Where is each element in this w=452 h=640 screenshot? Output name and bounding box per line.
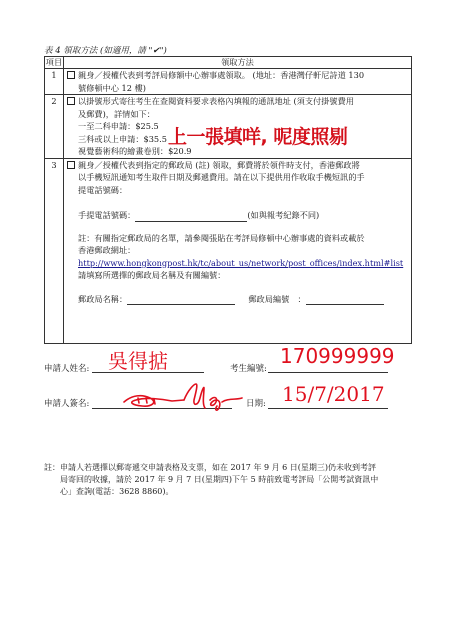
checkbox[interactable] — [67, 97, 75, 105]
fee-line: 三科或以上申請：$35.5 — [78, 133, 167, 144]
fee-line: 一至二科申請：$25.5 — [78, 121, 159, 131]
post-office-instruction: 請填寫所選擇的郵政局名稱及有關編號： — [78, 270, 226, 280]
header-item: 項目 — [45, 57, 63, 67]
post-office-code-field[interactable] — [306, 294, 384, 305]
applicant-name-value: 吳得掂 — [108, 349, 168, 373]
option-text-cont: 提電話號碼： — [78, 184, 128, 195]
post-office-list-link[interactable]: http://www.hongkongpost.hk/tc/about_us/network/post_offices/index.html#list — [78, 257, 404, 268]
post-office-name-field[interactable] — [127, 294, 235, 305]
candidate-number-field[interactable] — [268, 372, 388, 373]
checkbox[interactable] — [67, 71, 75, 79]
fee-line: 視覺藝術科的繪畫卷別：$20.9 — [78, 146, 192, 156]
option-in-person[interactable] — [64, 69, 412, 95]
row-number: 2 — [45, 95, 64, 159]
option-text-cont: 及郵費)，詳情如下： — [78, 108, 155, 119]
candidate-number-label: 考生編號: — [230, 364, 267, 374]
table-caption: 表 4 領取方法 (如適用，請 "✔") — [44, 46, 167, 56]
option-text: 親身／授權代表到指定的郵政局 (註) 領取，郵費將於領件時支付，香港郵政將 — [78, 159, 360, 170]
red-handwritten-annotation: 上一張填咩, 呢度照剔 — [168, 126, 348, 148]
option-text-cont: 號修頓中心 12 樓) — [78, 82, 146, 93]
date-field[interactable] — [268, 408, 388, 409]
footnote-line: 心」查詢(電話：3628 8860)。 — [60, 487, 174, 496]
footnote — [44, 462, 416, 498]
phone-field[interactable] — [135, 211, 247, 222]
table-header-row — [45, 57, 412, 69]
candidate-number-value: 170999999 — [280, 344, 395, 368]
checkbox[interactable] — [67, 161, 75, 169]
option-text: 親身／授權代表到考評局修額中心辦事處領取。 (地址：香港灣仔軒尼詩道 130 — [78, 70, 365, 80]
signature-label: 申請人簽名: — [44, 399, 90, 409]
handwritten-signature — [118, 378, 248, 414]
option-text: 以掛號形式寄往考生在查閱資料要求表格內填報的通訊地址 (須支付掛號費用 — [78, 96, 354, 106]
option-text-cont: 以手機短訊通知考生取件日期及郵遞費用。請在以下提供用作收取手機短訊的手 — [78, 172, 365, 182]
footnote-line: 局寄回的收據，請於 2017 年 9 月 7 日(星期四)下午 5 時前致電考評局「公開考試資訊中 — [60, 475, 379, 484]
post-office-note: 註：有關指定郵政局的名單，請參閱張貼在考評局修頓中心辦事處的資料或載於 — [78, 232, 365, 243]
phone-label: 手提電話號碼： — [78, 210, 136, 220]
option-post-office[interactable] — [64, 158, 412, 343]
post-office-code-label: 郵政局編號 ： — [248, 293, 306, 304]
date-value: 15/7/2017 — [282, 382, 385, 406]
applicant-name-label: 申請人姓名: — [44, 364, 90, 374]
footnote-line: 註：申請人若選擇以郵寄遞交申請表格及支票，如在 2017 年 9 月 6 日(星期三)仍未收到考評 — [44, 463, 377, 472]
date-label: 日期: — [246, 399, 266, 409]
header-method: 領取方法 — [64, 57, 412, 69]
row-number: 3 — [45, 158, 64, 343]
post-office-name-label: 郵政局名稱： — [78, 293, 128, 304]
table-row — [45, 158, 412, 343]
phone-hint: (如與報考紀錄不同) — [247, 210, 320, 220]
collection-method-table — [44, 56, 412, 344]
row-number: 1 — [45, 69, 64, 95]
post-office-note-cont: 香港郵政網址： — [78, 245, 136, 255]
table-row — [45, 69, 412, 95]
